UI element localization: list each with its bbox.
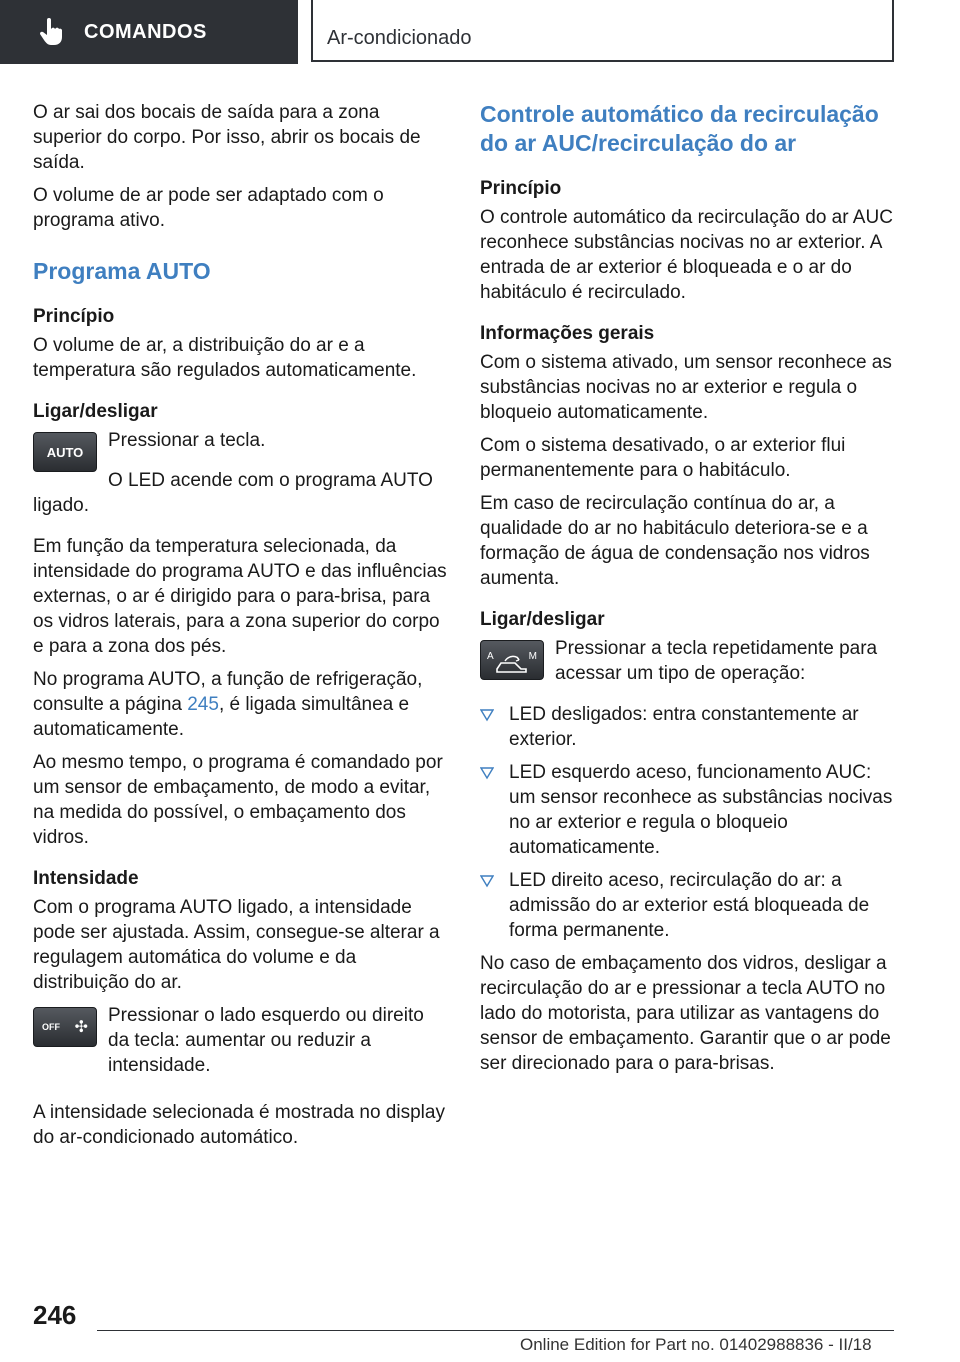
recirc-button-icon (480, 640, 544, 680)
section-tab (0, 0, 298, 64)
watermark-logo (889, 1335, 890, 1336)
principle-heading: Princípio (33, 306, 115, 327)
cooling-text (33, 667, 448, 742)
principle-heading-right: Princípio (480, 178, 562, 199)
general-paragraph-3: Em caso de recirculação contínua do ar, a qualidade do ar no habitáculo deteriora-se e a formação de água de condensação nos vidros aumenta. (480, 493, 870, 589)
principle-text: O volume de ar, a distribuição do ar e a temperatura são regulados automaticamente. (33, 335, 417, 381)
bullet-triangle-icon (480, 708, 494, 722)
intro-paragraph-1: O ar sai dos bocais de saída para a zona superior do corpo. Por isso, abrir os bocais de saída. (33, 102, 421, 173)
list-item (480, 702, 895, 752)
auto-led-text: O LED acende com o programa AUTO ligado. (33, 470, 433, 516)
recirc-manual-label: M (528, 651, 537, 662)
auto-program-heading: Programa AUTO (33, 258, 211, 284)
chapter-title: Ar-condicionado (327, 27, 472, 49)
page-link[interactable]: 245 (187, 694, 219, 715)
auto-button-icon: AUTO (33, 432, 97, 472)
chapter-box (311, 0, 894, 62)
fan-off-label: OFF (42, 1021, 60, 1032)
recirc-auto-label: A (487, 651, 494, 662)
bullet-triangle-icon (480, 766, 494, 780)
intensity-heading: Intensidade (33, 868, 139, 889)
fan-button-icon (33, 1007, 97, 1047)
list-item (480, 760, 895, 860)
principle-text-right: O controle automático da recirculação do ar AUC reconhece substâncias nocivas no ar exterior. A entrada de ar exterior é bloqueada e o ar do habitáculo é recirculado. (480, 207, 893, 303)
bullet-text-1: LED desligados: entra constantemente ar exterior. (509, 704, 859, 750)
cooling-text-end: , é ligada simultânea e automaticamente. (33, 694, 410, 740)
intensity-display-text: A intensidade selecionada é mostrada no display do ar-condicionado automático. (33, 1102, 445, 1148)
auto-press-text: Pressionar a tecla. (108, 430, 266, 451)
bullet-text-3: LED direito aceso, recirculação do ar: a admissão do ar exterior está bloqueada de forma permanente. (509, 870, 870, 941)
auto-button-row (33, 428, 448, 472)
page-number: 246 (33, 1300, 77, 1330)
recirc-press-text: Pressionar a tecla repetidamente para acessar um tipo de operação: (555, 638, 878, 684)
fan-button-row (33, 1003, 448, 1086)
fan-press-text: Pressionar o lado esquerdo ou direito da tecla: aumentar ou reduzir a intensidade. (108, 1005, 424, 1076)
cooling-text-start: No programa AUTO, a função de refrigeração, consulte a página (33, 669, 423, 715)
list-item (480, 868, 895, 943)
fan-icon: ✣ (74, 1018, 88, 1036)
car-recirculation-icon (493, 654, 531, 674)
general-heading: Informações gerais (480, 323, 655, 344)
onoff-heading-right: Ligar/desligar (480, 609, 605, 630)
auc-heading: Controle automático da recirculação do ar AUC/recirculação do ar (480, 101, 879, 156)
fog-note-text: No caso de embaçamento dos vidros, desligar a recirculação do ar e pressionar a tecla AUTO no lado do motorista, para utilizar as vantagens do sensor de embaçamento. Garantir que o ar pode ser direcionado para o para-brisas. (480, 953, 891, 1074)
bullet-text-2: LED esquerdo aceso, funcionamento AUC: um sensor reconhece as substâncias nocivas no ar exterior e regula o bloqueio automaticamente. (509, 762, 893, 858)
recirc-mode-list (480, 702, 895, 943)
recirc-button-row (480, 636, 895, 694)
hand-pointer-icon (38, 18, 64, 46)
intro-paragraph-2: O volume de ar pode ser adaptado com o programa ativo. (33, 185, 384, 231)
section-title: COMANDOS (84, 20, 207, 43)
fog-text: Ao mesmo tempo, o programa é comandado por um sensor de embaçamento, de modo a evitar, na medida do possível, o embaçamento dos vidros. (33, 752, 443, 848)
footer-divider (97, 1330, 894, 1331)
edition-text: Online Edition for Part no. 01402988836 - II/18 (520, 1335, 872, 1354)
general-paragraph-1: Com o sistema ativado, um sensor reconhece as substâncias nocivas no ar exterior e regula o bloqueio automaticamente. (480, 352, 892, 423)
right-column (480, 100, 895, 1084)
intensity-text: Com o programa AUTO ligado, a intensidade pode ser ajustada. Assim, consegue-se alterar a regulagem automática do volume e da distribuição do ar. (33, 897, 440, 993)
left-column (33, 100, 448, 1158)
general-paragraph-2: Com o sistema desativado, o ar exterior flui permanentemente para o habitáculo. (480, 435, 846, 481)
bullet-triangle-icon (480, 874, 494, 888)
distribution-text: Em função da temperatura selecionada, da intensidade do programa AUTO e das influências externas, o ar é dirigido para o para-brisa, para os vidros laterais, para a zona superior do corpo e para a zona dos pés. (33, 536, 447, 657)
onoff-heading: Ligar/desligar (33, 401, 158, 422)
